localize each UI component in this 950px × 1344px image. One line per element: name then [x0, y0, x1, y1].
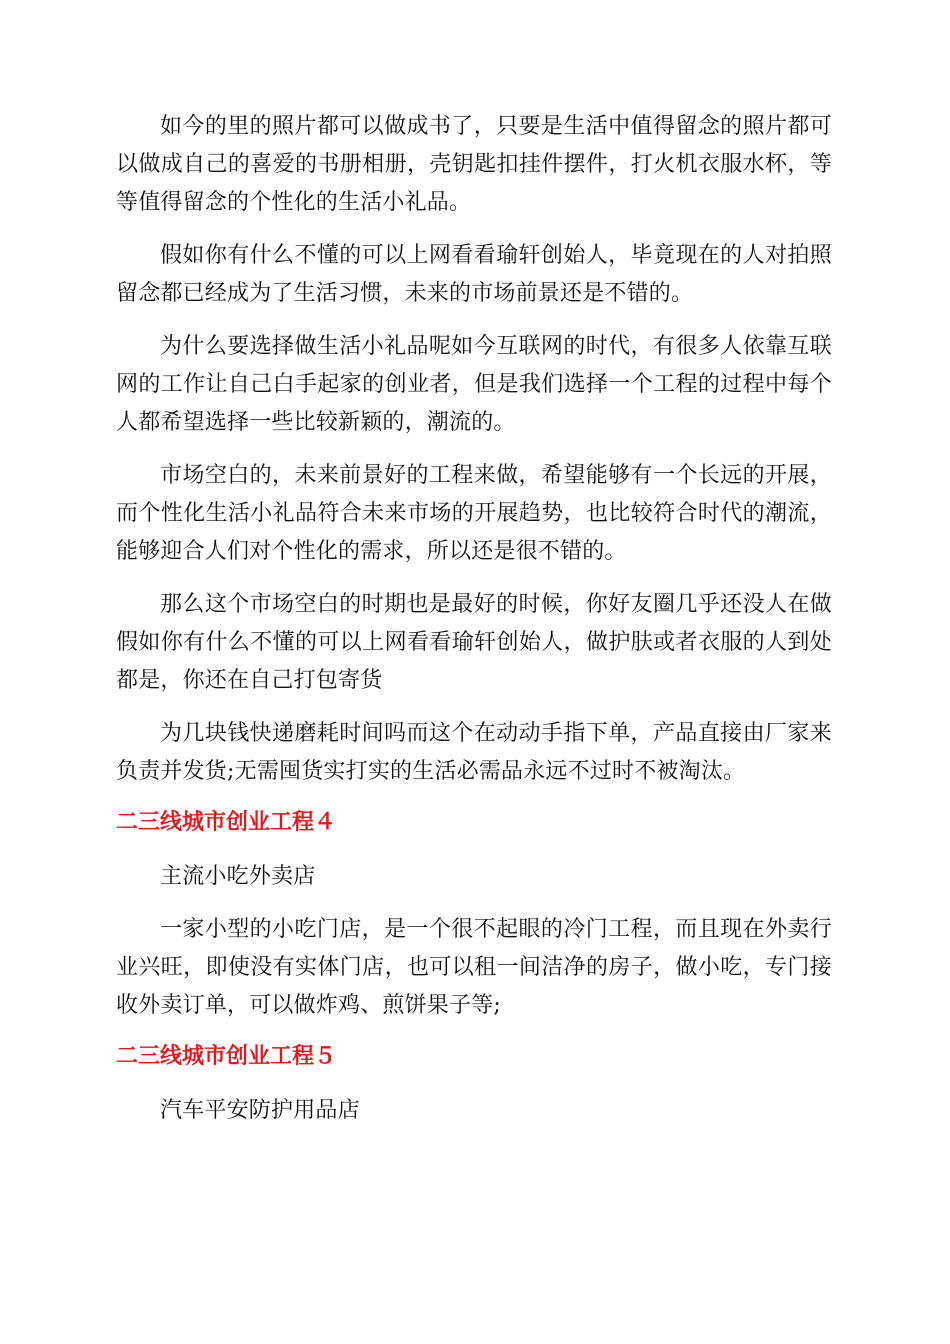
- paragraph-no-stock: 为几块钱快递磨耗时间吗而这个在动动手指下单，产品直接由厂家来负责并发货;无需囤货实打实的生活必需品永远不过时不被淘汰。: [116, 721, 832, 784]
- section-5-subtitle: 汽车平安防护用品店: [160, 1098, 360, 1123]
- section-heading-4: 二三线城市创业工程４: [116, 810, 337, 835]
- section-4-body: 一家小型的小吃门店，是一个很不起眼的冷门工程，而且现在外卖行业兴旺，即使没有实体门店，也可以租一间洁净的房子，做小吃，专门接收外卖订单，可以做炸鸡、煎饼果子等;: [116, 917, 832, 1018]
- paragraph-best-time: 那么这个市场空白的时期也是最好的时候，你好友圈几乎还没人在做假如你有什么不懂的可以上网看看瑜轩创始人，做护肤或者衣服的人到处都是，你还在自己打包寄货: [116, 592, 832, 693]
- paragraph-market-blank: 市场空白的，未来前景好的工程来做，希望能够有一个长远的开展，而个性化生活小礼品符合未来市场的开展趋势，也比较符合时代的潮流，能够迎合人们对个性化的需求，所以还是很不错的。: [116, 463, 832, 564]
- paragraph-photo-books: 如今的里的照片都可以做成书了，只要是生活中值得留念的照片都可以做成自己的喜爱的书册相册，壳钥匙扣挂件摆件，打火机衣服水杯，等等值得留念的个性化的生活小礼品。: [116, 114, 832, 215]
- section-4-subtitle: 主流小吃外卖店: [160, 864, 316, 889]
- section-heading-5: 二三线城市创业工程５: [116, 1044, 337, 1069]
- paragraph-why-gifts: 为什么要选择做生活小礼品呢如今互联网的时代，有很多人依靠互联网的工作让自己白手起家的创业者，但是我们选择一个工程的过程中每个人都希望选择一些比较新颖的，潮流的。: [116, 334, 832, 435]
- paragraph-photo-habit: 假如你有什么不懂的可以上网看看瑜轩创始人，毕竟现在的人对拍照留念都已经成为了生活习惯，未来的市场前景还是不错的。: [116, 243, 832, 306]
- document-content: [116, 108, 832, 1145]
